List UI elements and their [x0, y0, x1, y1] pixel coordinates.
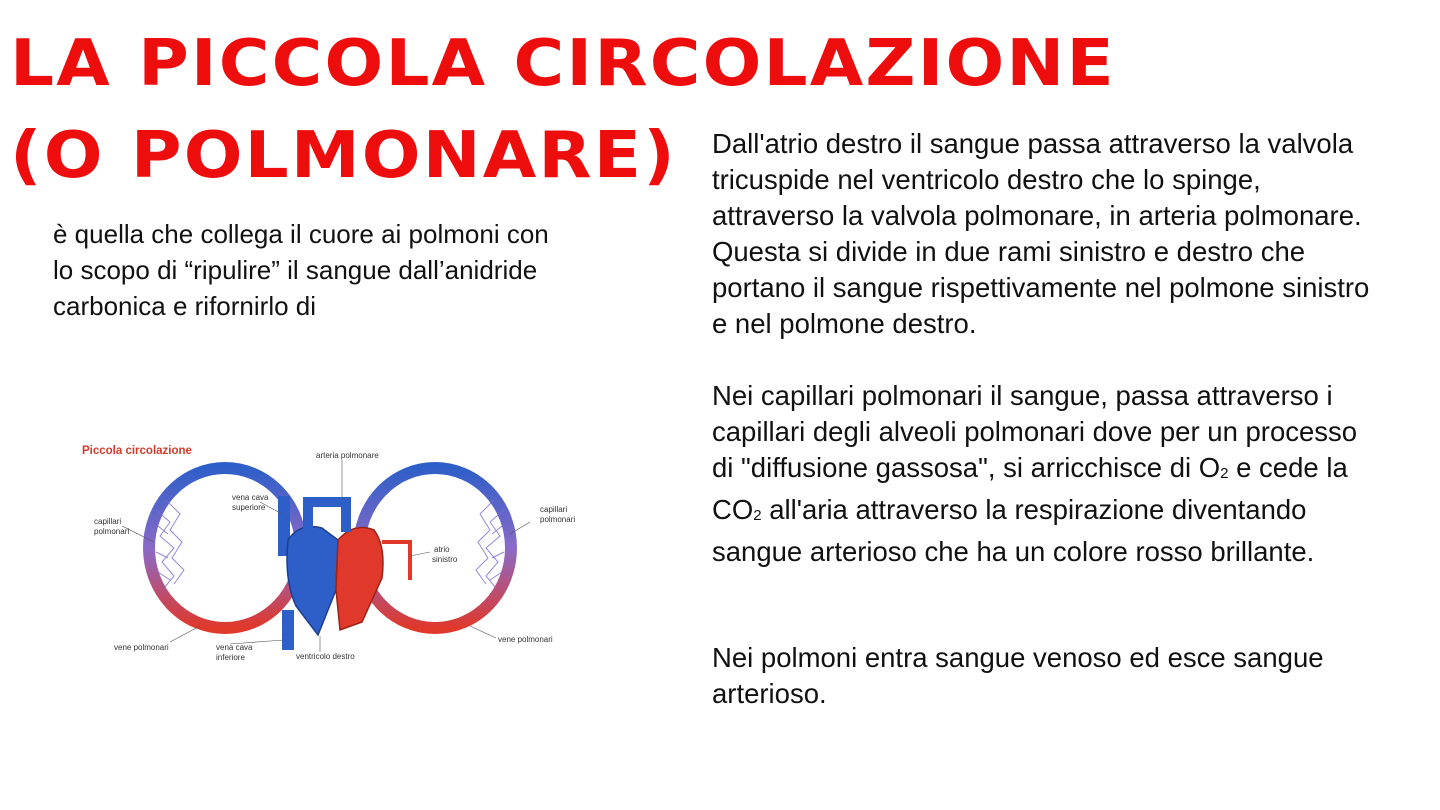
label-capillari-polmonari-left: polmonari	[94, 527, 130, 536]
label-vene-polmonari-right: vene polmonari	[498, 635, 553, 644]
label-vena-cava-inferiore: inferiore	[216, 653, 245, 662]
right-heart	[287, 527, 338, 636]
right-capillary-network	[476, 500, 504, 588]
label-vena-cava-superiore: vena cava	[232, 493, 269, 502]
paragraph-lungs-summary: Nei polmoni entra sangue venoso ed esce sangue arterioso.	[712, 642, 1324, 709]
vena-cava-inferiore-vessel	[282, 610, 294, 650]
paragraph-part: all'aria attraverso la respirazione diventando sangue arterioso che ha un colore rosso brillante.	[712, 494, 1315, 567]
left-heart	[336, 528, 383, 630]
paragraph-right-atrium: Dall'atrio destro il sangue passa attraverso la valvola tricuspide nel ventricolo destro che lo spinge, attraverso la valvola polmonare, in arteria polmonare. Questa si divide in due rami sinistro e destro che portano il sangue rispettivamente nel polmone sinistro e nel polmone destro.	[712, 128, 1370, 339]
label-vena-cava-inferiore: vena cava	[216, 643, 253, 652]
diagram-svg	[70, 430, 590, 680]
label-capillari-polmonari-right: capillari	[540, 505, 568, 514]
pulmonary-circulation-diagram	[70, 430, 590, 680]
paragraph-part: Nei capillari polmonari il sangue, passa attraverso i capillari degli alveoli polmonari dove per un processo di "diffusione gassosa", si arricchisce di O	[712, 380, 1358, 483]
label-capillari-polmonari-right: polmonari	[540, 515, 576, 524]
label-atrio-sinistro: atrio	[434, 545, 450, 554]
label-vene-polmonari-left: vene polmonari	[114, 643, 169, 652]
pulmonary-veins-arrow	[382, 542, 410, 580]
label-ventricolo-destro: ventricolo destro	[296, 652, 355, 661]
slide-title: LA PICCOLA CIRCOLAZIONE (O POLMONARE)	[10, 27, 1116, 193]
label-atrio-sinistro: sinistro	[432, 555, 458, 564]
label-arteria-polmonare: arteria polmonare	[316, 451, 379, 460]
intro-text: è quella che collega il cuore ai polmoni con lo scopo di “ripulire” il sangue dall’anidride carbonica e rifornirlo di	[53, 219, 549, 321]
label-vena-cava-superiore: superiore	[232, 503, 266, 512]
label-capillari-polmonari-left: capillari	[94, 517, 122, 526]
paragraph-part: e cede la CO	[712, 452, 1348, 525]
subscript: 2	[753, 507, 762, 524]
subscript: 2	[1220, 465, 1229, 482]
left-capillary-network	[156, 500, 184, 588]
figure-title: Piccola circolazione	[82, 445, 192, 457]
paragraph-pulmonary-capillaries	[712, 378, 1372, 570]
